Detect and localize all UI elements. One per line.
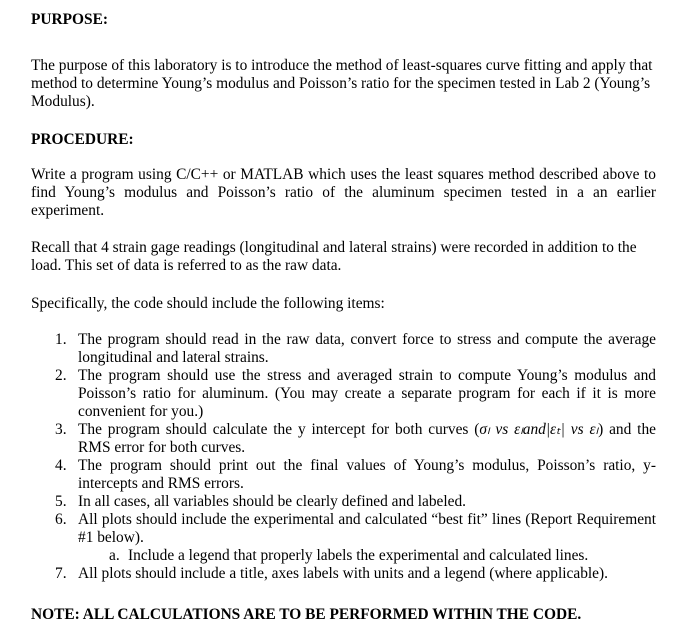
purpose-heading: PURPOSE: <box>31 11 108 28</box>
list-item-number: 3. <box>55 421 67 438</box>
sub-list-item <box>31 547 656 565</box>
list-item-text: The program should calculate the y intercept for both curves ( <box>78 421 480 438</box>
list-item-text: The program should use the stress and averaged strain to compute Young’s modulus and Poisson’s ratio for aluminum. (You may create a separate program for each if it is more convenient for you.) <box>78 367 656 420</box>
note-text: NOTE: ALL CALCULATIONS ARE TO BE PERFORMED WITHIN THE CODE. <box>31 606 582 623</box>
sub-list-item-letter: a. <box>109 547 120 564</box>
list-item-number: 6. <box>55 511 67 528</box>
list-item <box>31 367 656 421</box>
list-item-number: 1. <box>55 331 67 348</box>
list-item-number: 4. <box>55 457 67 474</box>
list-item-text: The program should print out the final values of Young’s modulus, Poisson’s ratio, y-intercepts and RMS errors. <box>78 457 656 492</box>
list-item-text: All plots should include a title, axes labels with units and a legend (where applicable). <box>78 565 608 582</box>
procedure-heading: PROCEDURE: <box>31 131 134 148</box>
list-item <box>31 511 656 547</box>
list-item-number: 2. <box>55 367 67 384</box>
procedure-paragraph-2: Recall that 4 strain gage readings (longitudinal and lateral strains) were recorded in addition to the load. This set of data is referred to as the raw data. <box>31 239 637 274</box>
list-item <box>31 457 656 493</box>
strain-formula: σₗ vs εₗand|εₜ| vs εₗ <box>479 421 599 438</box>
list-item-number: 7. <box>55 565 67 582</box>
list-item <box>31 421 656 457</box>
procedure-paragraph-3: Specifically, the code should include the following items: <box>31 295 385 312</box>
list-item-number: 5. <box>55 493 67 510</box>
requirements-list <box>31 331 656 583</box>
list-item <box>31 331 656 367</box>
list-item-text: The program should read in the raw data, convert force to stress and compute the average longitudinal and lateral strains. <box>78 331 656 366</box>
sub-list-item-text: Include a legend that properly labels the experimental and calculated lines. <box>128 547 589 564</box>
purpose-paragraph: The purpose of this laboratory is to introduce the method of least-squares curve fitting and apply that method to determine Young’s modulus and Poisson’s ratio for the specimen tested in Lab 2 (Young’s Modulus). <box>31 57 653 110</box>
list-item <box>31 493 656 511</box>
list-item-text: All plots should include the experimental and calculated “best fit” lines (Report Requirement #1 below). <box>78 511 656 546</box>
list-item-text: In all cases, all variables should be clearly defined and labeled. <box>78 493 467 510</box>
list-item <box>31 565 656 583</box>
procedure-paragraph-1: Write a program using C/C++ or MATLAB which uses the least squares method described above to find Young’s modulus and Poisson’s ratio of the aluminum specimen tested in a an earlier experiment. <box>31 166 656 219</box>
list-item-text: ) and the RMS error for both curves. <box>78 421 656 456</box>
